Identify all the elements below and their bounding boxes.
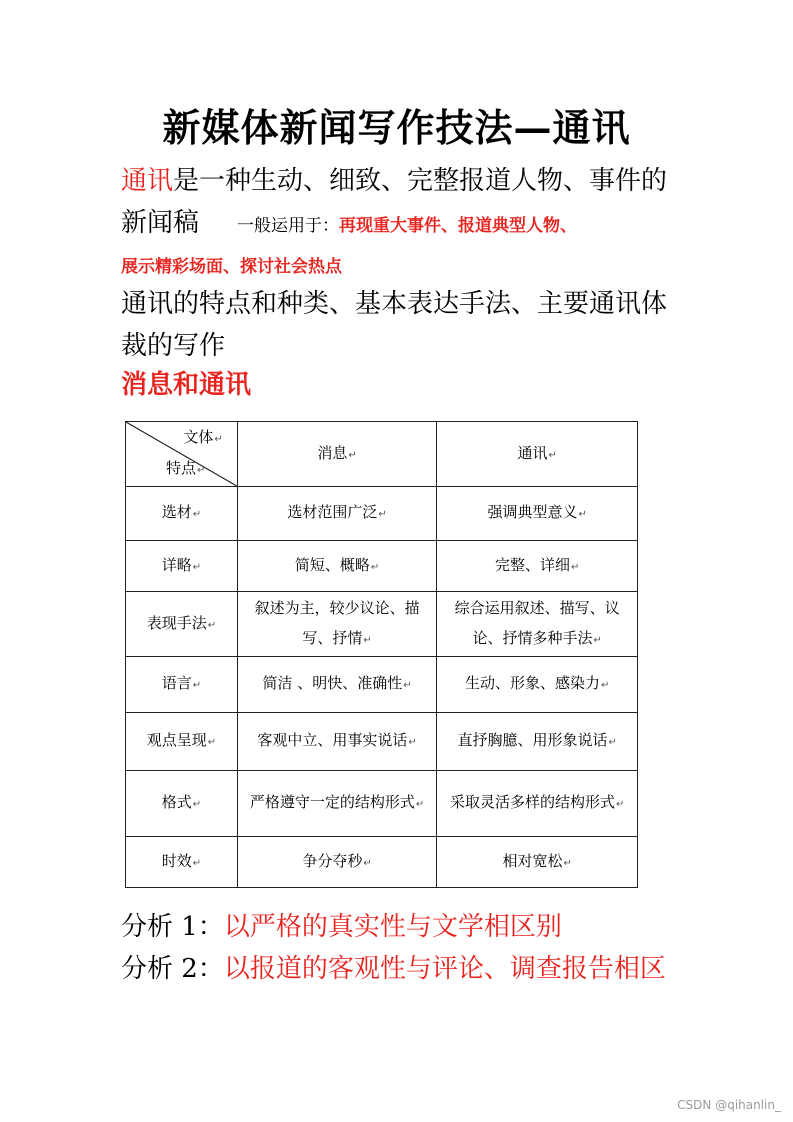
features-line-2: 裁的写作: [121, 331, 226, 361]
intro-usage-items-1: 再现重大事件、报道典型人物、: [339, 216, 578, 236]
cell-news: 争分夺秒↵: [237, 837, 437, 888]
table-row: [126, 837, 638, 888]
cell-news: 简洁 、明快、准确性↵: [237, 657, 437, 713]
comparison-heading: 消息和通讯: [121, 370, 252, 400]
row-label: 格式↵: [126, 771, 238, 837]
row-label: 时效↵: [126, 837, 238, 888]
cell-feature: 强调典型意义↵: [437, 487, 638, 541]
table-row: [126, 771, 638, 837]
intro-usage-prefix: 一般运用于：: [237, 216, 340, 236]
analysis-2: [121, 948, 666, 990]
features-paragraph: [121, 283, 681, 367]
table-row: [126, 541, 638, 592]
table-row: [126, 713, 638, 771]
cell-news: 简短、概略↵: [237, 541, 437, 592]
cell-feature: 综合运用叙述、描写、议论、抒情多种手法↵: [437, 592, 638, 657]
row-label: 表现手法↵: [126, 592, 238, 657]
row-label: 选材↵: [126, 487, 238, 541]
watermark: CSDN @qihanlin_: [677, 1098, 781, 1112]
table-corner-cell: [126, 422, 238, 487]
table-row: [126, 657, 638, 713]
cell-news: 选材范围广泛↵: [237, 487, 437, 541]
intro-line-2: [121, 202, 681, 247]
table-row: [126, 487, 638, 541]
table-header-row: [126, 422, 638, 487]
intro-text-2: 新闻稿: [121, 208, 200, 238]
cell-news: 叙述为主，较少议论、描写、抒情↵: [237, 592, 437, 657]
analysis-1-text: 以严格的真实性与文学相区别: [223, 912, 562, 942]
column-header-feature: 通讯↵: [437, 422, 638, 487]
cell-feature: 采取灵活多样的结构形式↵: [437, 771, 638, 837]
analysis-2-prefix: 分析 2：: [121, 954, 224, 984]
intro-paragraph: [121, 160, 681, 287]
row-label: 语言↵: [126, 657, 238, 713]
analysis-1: [121, 906, 562, 948]
row-label: 详略↵: [126, 541, 238, 592]
comparison-table: [125, 421, 638, 888]
corner-bottom-label: 特点↵: [166, 459, 206, 477]
cell-feature: 相对宽松↵: [437, 837, 638, 888]
analysis-1-prefix: 分析 1：: [121, 912, 224, 942]
column-header-news: 消息↵: [237, 422, 437, 487]
intro-usage-items-2: 展示精彩场面、探讨社会热点: [121, 257, 342, 277]
features-line-1: 通讯的特点和种类、基本表达手法、主要通讯体: [121, 289, 668, 319]
cell-news: 客观中立、用事实说话↵: [237, 713, 437, 771]
cell-feature: 直抒胸臆、用形象说话↵: [437, 713, 638, 771]
analysis-2-text: 以报道的客观性与评论、调查报告相区: [223, 954, 666, 984]
cell-news: 严格遵守一定的结构形式↵: [237, 771, 437, 837]
corner-top-label: 文体↵: [183, 428, 223, 446]
cell-feature: 生动、形象、感染力↵: [437, 657, 638, 713]
cell-feature: 完整、详细↵: [437, 541, 638, 592]
intro-term: 通讯: [121, 166, 174, 196]
table-row: [126, 592, 638, 657]
page-title: 新媒体新闻写作技法—通讯: [162, 105, 631, 150]
intro-text-1: 是一种生动、细致、完整报道人物、事件的: [173, 166, 668, 196]
row-label: 观点呈现↵: [126, 713, 238, 771]
